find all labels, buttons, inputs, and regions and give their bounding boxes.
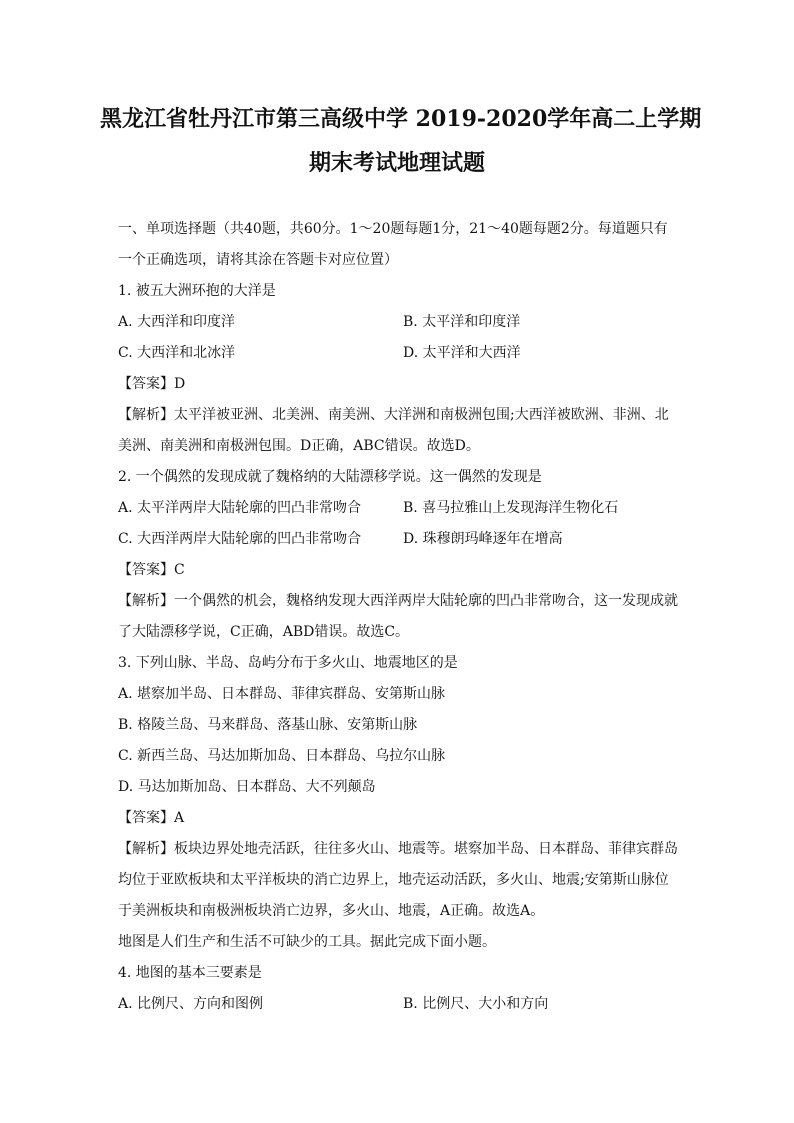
document-title-line1: 黑龙江省牡丹江市第三高级中学 2019-2020学年高二上学期 [100,106,702,132]
section-intro-line2: 一个正确选项，请将其涂在答题卡对应位置） [118,252,398,268]
question-1-option-a: A. 大西洋和印度洋 [118,314,236,330]
question-2-options-row1 [118,493,680,524]
question-3-analysis-line3: 于美洲板块和南极洲板块消亡边界，多火山、地震，A正确。故选A。 [118,903,545,919]
question-group-intro: 地图是人们生产和生活不可缺少的工具。据此完成下面小题。 [118,934,496,950]
question-2-analysis-line2: 了大陆漂移学说，C正确，ABD错误。故选C。 [118,624,410,640]
question-4-options-row1 [118,989,680,1020]
question-4-stem: 4. 地图的基本三要素是 [118,965,262,981]
question-3-analysis-line1: 【解析】板块边界处地壳活跃，往往多火山、地震等。堪察加半岛、日本群岛、菲律宾群岛 [118,841,678,857]
question-1-answer: 【答案】D [118,376,186,392]
question-1-option-b: B. 太平洋和印度洋 [403,314,521,330]
question-3-option-b: B. 格陵兰岛、马来群岛、落基山脉、安第斯山脉 [118,717,418,733]
question-3-stem: 3. 下列山脉、半岛、岛屿分布于多火山、地震地区的是 [118,655,458,671]
question-2-option-a: A. 太平洋两岸大陆轮廓的凹凸非常吻合 [118,500,362,516]
document-title-line2: 期末考试地理试题 [308,150,485,176]
question-1-option-d: D. 太平洋和大西洋 [403,345,521,361]
question-4-option-b: B. 比例尺、大小和方向 [403,996,549,1012]
question-1-analysis-line2: 美洲、南美洲和南极洲包围。D正确，ABC错误。故选D。 [118,438,480,454]
question-2-options-row2 [118,524,680,555]
question-3-option-a: A. 堪察加半岛、日本群岛、菲律宾群岛、安第斯山脉 [118,686,446,702]
question-2-analysis-line1: 【解析】一个偶然的机会，魏格纳发现大西洋两岸大陆轮廓的凹凸非常吻合，这一发现成就 [118,593,678,609]
question-1-option-c: C. 大西洋和北冰洋 [118,345,236,361]
question-2-option-d: D. 珠穆朗玛峰逐年在增高 [403,531,563,547]
section-intro-line1: 一、单项选择题（共40题，共60分。1～20题每题1分，21～40题每题2分。每道题只有 [118,221,668,237]
question-1-options-row1 [118,307,680,338]
document-body [118,214,680,1020]
question-3-analysis-line2: 均位于亚欧板块和太平洋板块的消亡边界上，地壳运动活跃，多火山、地震;安第斯山脉位 [118,872,669,888]
question-2-answer: 【答案】C [118,562,185,578]
question-3-option-d: D. 马达加斯加岛、日本群岛、大不列颠岛 [118,779,376,795]
question-3-option-c: C. 新西兰岛、马达加斯加岛、日本群岛、乌拉尔山脉 [118,748,446,764]
question-2-option-c: C. 大西洋两岸大陆轮廓的凹凸非常吻合 [118,531,362,547]
question-2-stem: 2. 一个偶然的发现成就了魏格纳的大陆漂移学说。这一偶然的发现是 [118,469,542,485]
question-1-analysis-line1: 【解析】太平洋被亚洲、北美洲、南美洲、大洋洲和南极洲包围;大西洋被欧洲、非洲、北 [118,407,669,423]
question-1-options-row2 [118,338,680,369]
question-1-stem: 1. 被五大洲环抱的大洋是 [118,283,276,299]
question-4-option-a: A. 比例尺、方向和图例 [118,996,264,1012]
question-2-option-b: B. 喜马拉雅山上发现海洋生物化石 [403,500,619,516]
question-3-answer: 【答案】A [118,810,185,826]
